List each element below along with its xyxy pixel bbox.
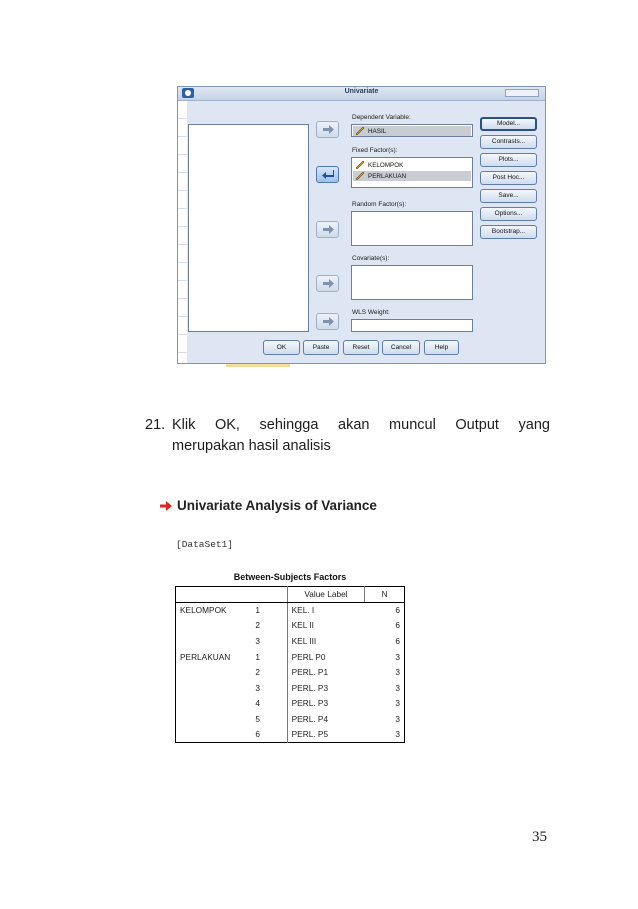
table-row [176, 727, 405, 743]
plots-button[interactable]: Plots... [480, 153, 537, 167]
value-label-cell: PERL. P3 [287, 680, 365, 696]
post-hoc-button[interactable]: Post Hoc... [480, 171, 537, 185]
table-row [176, 649, 405, 665]
table-title: Between-Subjects Factors [233, 572, 347, 582]
code-cell: 3 [255, 682, 260, 693]
wls-weight-label: WLS Weight: [352, 309, 390, 316]
save-button[interactable]: Save... [480, 189, 537, 203]
table-row [176, 618, 405, 634]
ok-button[interactable]: OK [263, 340, 300, 355]
output-title: Univariate Analysis of Variance [177, 498, 377, 513]
factor-cell [176, 633, 250, 649]
dependent-variable-field[interactable] [351, 124, 473, 137]
n-cell: 3 [395, 667, 400, 678]
table-row [176, 711, 405, 727]
fixed-factor-item[interactable] [353, 171, 471, 181]
wls-weight-field[interactable] [351, 319, 473, 332]
random-factors-list[interactable] [351, 211, 473, 246]
n-cell: 6 [395, 636, 400, 647]
contrasts-button[interactable]: Contrasts... [480, 135, 537, 149]
n-cell: 3 [395, 698, 400, 709]
right-arrow-icon [322, 279, 334, 288]
factor-cell [176, 696, 250, 712]
step-word: akan [338, 417, 370, 433]
dependent-variable-item[interactable] [353, 126, 471, 136]
move-random-factor-button[interactable] [316, 221, 339, 238]
reset-button[interactable]: Reset [343, 340, 379, 355]
dialog-title-bar [178, 87, 545, 101]
n-cell: 3 [395, 729, 400, 740]
step-word: yang [518, 417, 550, 433]
header-value-label: Value Label [287, 587, 365, 603]
scale-variable-icon [355, 161, 365, 169]
back-arrow-icon [322, 170, 334, 179]
move-covariate-button[interactable] [316, 275, 339, 292]
fixed-factors-label: Fixed Factor(s): [352, 147, 398, 154]
data-grid-strip [178, 101, 187, 363]
right-arrow-icon [322, 125, 334, 134]
between-subjects-factors-table [175, 586, 405, 743]
output-arrow-icon [160, 501, 172, 511]
code-cell: 6 [255, 729, 260, 740]
covariates-list[interactable] [351, 265, 473, 300]
table-row [176, 602, 405, 618]
step-word: Klik [172, 417, 196, 433]
dataset-label: [DataSet1] [176, 539, 234, 550]
code-cell: 1 [255, 651, 260, 662]
fixed-factor-label: PERLAKUAN [368, 172, 407, 180]
factor-cell: KELOMPOK [180, 605, 227, 616]
cancel-button[interactable]: Cancel [382, 340, 420, 355]
dependent-variable-label: Dependent Variable: [352, 114, 411, 121]
n-cell: 3 [395, 714, 400, 725]
dialog-title: Univariate [344, 88, 379, 95]
step-number: 21. [145, 417, 166, 433]
dependent-variable-value: HASIL [368, 127, 387, 135]
window-controls[interactable] [505, 89, 539, 97]
value-label-cell: PERL. P5 [287, 727, 365, 743]
factor-cell: PERLAKUAN [180, 651, 231, 662]
fixed-factor-item[interactable] [353, 160, 471, 170]
table-row [176, 633, 405, 649]
step-line-2: merupakan hasil analisis [172, 438, 331, 454]
scale-variable-icon [355, 127, 365, 135]
factor-cell [176, 618, 250, 634]
value-label-cell: PERL. P3 [287, 696, 365, 712]
value-label-cell: PERL. P1 [287, 664, 365, 680]
univariate-dialog [177, 86, 546, 364]
right-arrow-icon [322, 225, 334, 234]
step-word: muncul [389, 417, 436, 433]
paste-button[interactable]: Paste [303, 340, 339, 355]
value-label-cell: PERL. P4 [287, 711, 365, 727]
covariates-label: Covariate(s): [352, 255, 390, 262]
source-variable-list[interactable] [188, 124, 309, 332]
table-row [176, 696, 405, 712]
right-arrow-icon [322, 317, 334, 326]
value-label-cell: KEL III [287, 633, 365, 649]
factor-cell [176, 664, 250, 680]
code-cell: 2 [255, 667, 260, 678]
help-button[interactable]: Help [424, 340, 459, 355]
step-word: sehingga [259, 417, 319, 433]
factor-cell [176, 680, 250, 696]
move-dependent-button[interactable] [316, 121, 339, 138]
move-fixed-factor-button[interactable] [316, 166, 339, 183]
table-row [176, 680, 405, 696]
value-label-cell: KEL. I [287, 602, 365, 618]
bootstrap-button[interactable]: Bootstrap... [480, 225, 537, 239]
step-word: OK, [214, 417, 240, 433]
step-line-1 [172, 415, 550, 436]
options-button[interactable]: Options... [480, 207, 537, 221]
code-cell: 5 [255, 714, 260, 725]
header-n: N [365, 587, 405, 603]
factor-cell [176, 727, 250, 743]
random-factors-label: Random Factor(s): [352, 201, 407, 208]
screenshot-edge-strip [226, 364, 290, 367]
factor-cell [176, 711, 250, 727]
table-header-row [176, 587, 405, 603]
n-cell: 6 [395, 620, 400, 631]
n-cell: 3 [395, 651, 400, 662]
scale-variable-icon [355, 172, 365, 180]
code-cell: 4 [255, 698, 260, 709]
fixed-factors-list[interactable] [351, 157, 473, 188]
table-row [176, 664, 405, 680]
code-cell: 3 [255, 636, 260, 647]
step-word: Output [455, 417, 499, 433]
code-cell: 1 [255, 605, 260, 616]
fixed-factor-label: KELOMPOK [368, 161, 404, 169]
value-label-cell: PERL P0 [287, 649, 365, 665]
n-cell: 6 [395, 605, 400, 616]
page-number: 35 [532, 829, 547, 845]
n-cell: 3 [395, 682, 400, 693]
move-wls-button[interactable] [316, 313, 339, 330]
model-button[interactable]: Model... [480, 117, 537, 131]
value-label-cell: KEL II [287, 618, 365, 634]
code-cell: 2 [255, 620, 260, 631]
